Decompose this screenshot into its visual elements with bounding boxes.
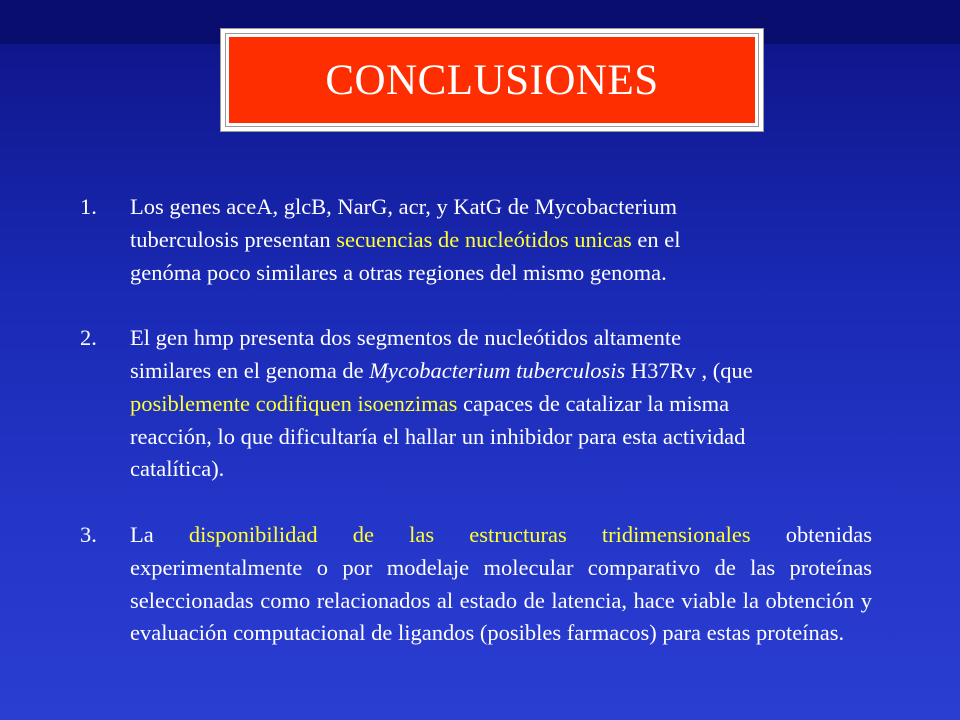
text-run: Los genes aceA, glcB, NarG, acr, y KatG de Mycobacterium: [130, 194, 678, 219]
title-frame: [220, 28, 764, 132]
item-number: 2.: [80, 325, 97, 351]
text-run: tuberculosis presentan: [130, 226, 337, 252]
item-text: [130, 519, 872, 650]
item-number: 1.: [80, 194, 97, 219]
text-run: reacción, lo que dificultaría el hallar un inhibidor para esta actividad: [130, 423, 746, 449]
item-text: [130, 191, 872, 289]
conclusion-item-2: [80, 322, 872, 486]
text-run: El gen hmp presenta dos segmentos de nucleótidos altamente: [130, 325, 682, 351]
text-run: similares en el genoma de: [130, 357, 370, 383]
text-run: capaces de catalizar la misma: [457, 390, 730, 416]
conclusions-list: [80, 191, 872, 650]
conclusion-item-1: [80, 191, 872, 289]
item-number: 3.: [80, 521, 97, 547]
text-run: catalítica).: [130, 456, 225, 482]
conclusion-item-3: [80, 519, 872, 650]
text-run: en el: [631, 226, 681, 252]
highlighted-text: secuencias de nucleótidos unicas: [336, 226, 632, 252]
title-frame-inner: [225, 33, 759, 127]
highlighted-text: posiblemente codifiquen isoenzimas: [130, 390, 458, 416]
italic-species-name: Mycobacterium tuberculosis: [369, 357, 626, 383]
text-run: experimentalmente o por modelaje molecular comparativo de las: [130, 554, 776, 580]
text-run: La: [130, 521, 189, 547]
text-run: obtenidas: [750, 521, 872, 547]
text-run: H37Rv , (que: [625, 357, 753, 383]
highlighted-text: disponibilidad de las estructuras tridimensionales: [188, 521, 751, 547]
text-run: (posibles farmacos) para estas proteínas.: [479, 620, 845, 646]
text-run: hace viable la obtención y evaluación computacional de ligandos: [130, 587, 873, 646]
text-run: proteínas seleccionadas como relacionados al estado de latencia,: [130, 554, 872, 613]
title-box: [229, 37, 755, 123]
slide-title: CONCLUSIONES: [325, 56, 659, 104]
item-text: [130, 322, 872, 486]
text-run: genóma poco similares a otras regiones del mismo genoma.: [130, 259, 667, 285]
